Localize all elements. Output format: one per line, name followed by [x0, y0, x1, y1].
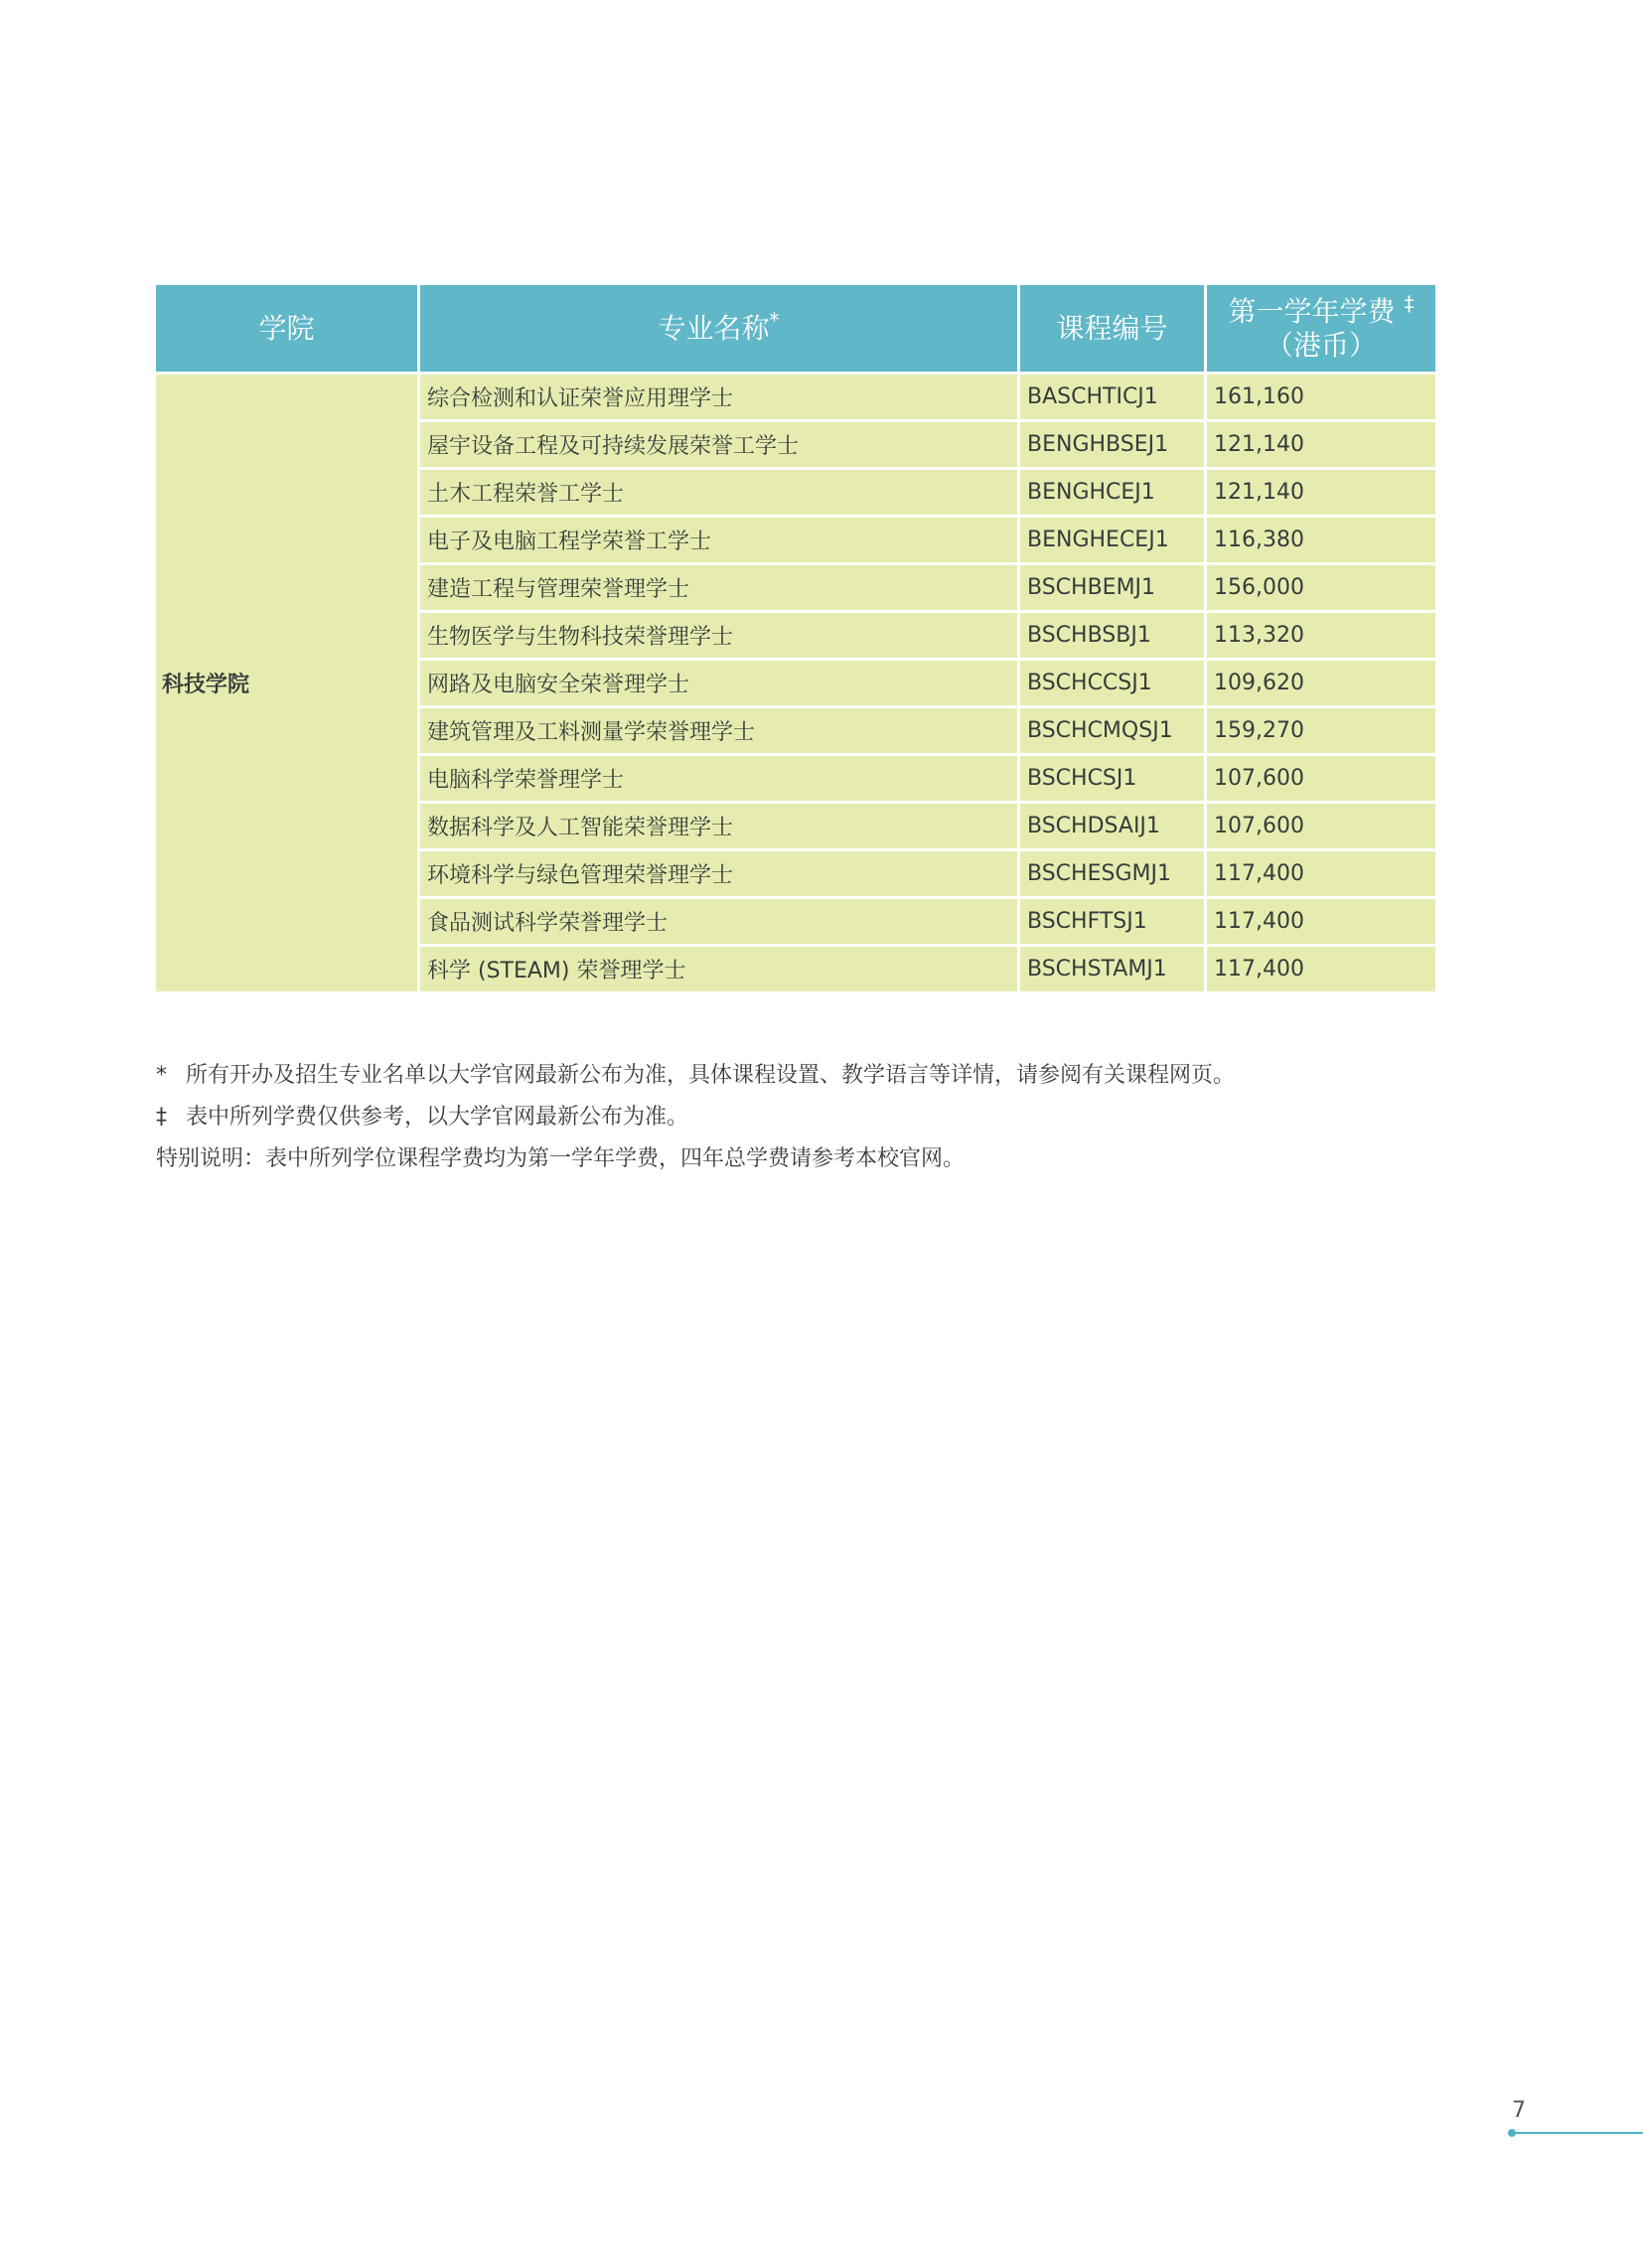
program-name-cell: 电子及电脑工程学荣誉工学士: [420, 518, 1017, 562]
tuition-table: [153, 282, 1438, 994]
footnotes: [156, 1055, 1447, 1180]
footnote-fees: ‡ 表中所列学费仅供参考，以大学官网最新公布为准。: [156, 1105, 689, 1130]
program-name-cell: 建筑管理及工料测量学荣誉理学士: [420, 708, 1017, 753]
page-number: 7: [1512, 2098, 1526, 2123]
program-name-cell: 数据科学及人工智能荣誉理学士: [420, 804, 1017, 848]
program-code-cell: BENGHCEJ1: [1020, 470, 1204, 515]
program-code-cell: BSCHCMQSJ1: [1020, 708, 1204, 753]
tuition-fee-cell: 117,400: [1207, 899, 1435, 944]
tuition-fee-cell: 109,620: [1207, 661, 1435, 705]
tuition-fee-cell: 113,320: [1207, 613, 1435, 658]
program-name-cell: 屋宇设备工程及可持续发展荣誉工学士: [420, 422, 1017, 467]
footnote-program-list: * 所有开办及招生专业名单以大学官网最新公布为准，具体课程设置、教学语言等详情，请参阅有关课程网页。: [156, 1063, 1236, 1088]
double-dagger-mark: ‡: [1404, 291, 1415, 316]
page-rule: [1512, 2132, 1643, 2134]
program-name-cell: 网路及电脑安全荣誉理学士: [420, 661, 1017, 705]
program-code-cell: BENGHBSEJ1: [1020, 422, 1204, 467]
tuition-fee-cell: 159,270: [1207, 708, 1435, 753]
program-code-cell: BSCHCCSJ1: [1020, 661, 1204, 705]
program-name-cell: 综合检测和认证荣誉应用理学士: [420, 375, 1017, 419]
tuition-fee-cell: 156,000: [1207, 565, 1435, 610]
tuition-fee-cell: 121,140: [1207, 422, 1435, 467]
table-row: [156, 375, 1435, 419]
program-code-cell: BENGHECEJ1: [1020, 518, 1204, 562]
tuition-fee-cell: 117,400: [1207, 947, 1435, 991]
school-cell: 科技学院: [156, 375, 417, 991]
program-name-cell: 食品测试科学荣誉理学士: [420, 899, 1017, 944]
program-code-cell: BSCHBSBJ1: [1020, 613, 1204, 658]
program-name-cell: 生物医学与生物科技荣誉理学士: [420, 613, 1017, 658]
program-name-cell: 建造工程与管理荣誉理学士: [420, 565, 1017, 610]
program-code-cell: BSCHFTSJ1: [1020, 899, 1204, 944]
program-name-cell: 电脑科学荣誉理学士: [420, 756, 1017, 801]
tuition-fee-cell: 107,600: [1207, 756, 1435, 801]
program-code-cell: BASCHTICJ1: [1020, 375, 1204, 419]
tuition-fee-cell: 116,380: [1207, 518, 1435, 562]
tuition-fee-cell: 161,160: [1207, 375, 1435, 419]
tuition-fee-cell: 107,600: [1207, 804, 1435, 848]
header-code: 课程编号: [1020, 285, 1204, 372]
program-name-cell: 环境科学与绿色管理荣誉理学士: [420, 851, 1017, 896]
program-code-cell: BSCHDSAIJ1: [1020, 804, 1204, 848]
tuition-fee-cell: 117,400: [1207, 851, 1435, 896]
program-code-cell: BSCHBEMJ1: [1020, 565, 1204, 610]
program-code-cell: BSCHSTAMJ1: [1020, 947, 1204, 991]
header-school: 学院: [156, 285, 417, 372]
table-header-row: [156, 285, 1435, 372]
program-code-cell: BSCHCSJ1: [1020, 756, 1204, 801]
header-program-name: 专业名称*: [420, 285, 1017, 372]
header-fee: 第一学年学费 ‡ （港币）: [1207, 285, 1435, 372]
program-code-cell: BSCHESGMJ1: [1020, 851, 1204, 896]
tuition-fee-cell: 121,140: [1207, 470, 1435, 515]
asterisk-mark: *: [769, 308, 780, 333]
program-name-cell: 土木工程荣誉工学士: [420, 470, 1017, 515]
program-name-cell: 科学 (STEAM) 荣誉理学士: [420, 947, 1017, 991]
footnote-special: 特别说明：表中所列学位课程学费均为第一学年学费，四年总学费请参考本校官网。: [156, 1146, 966, 1171]
